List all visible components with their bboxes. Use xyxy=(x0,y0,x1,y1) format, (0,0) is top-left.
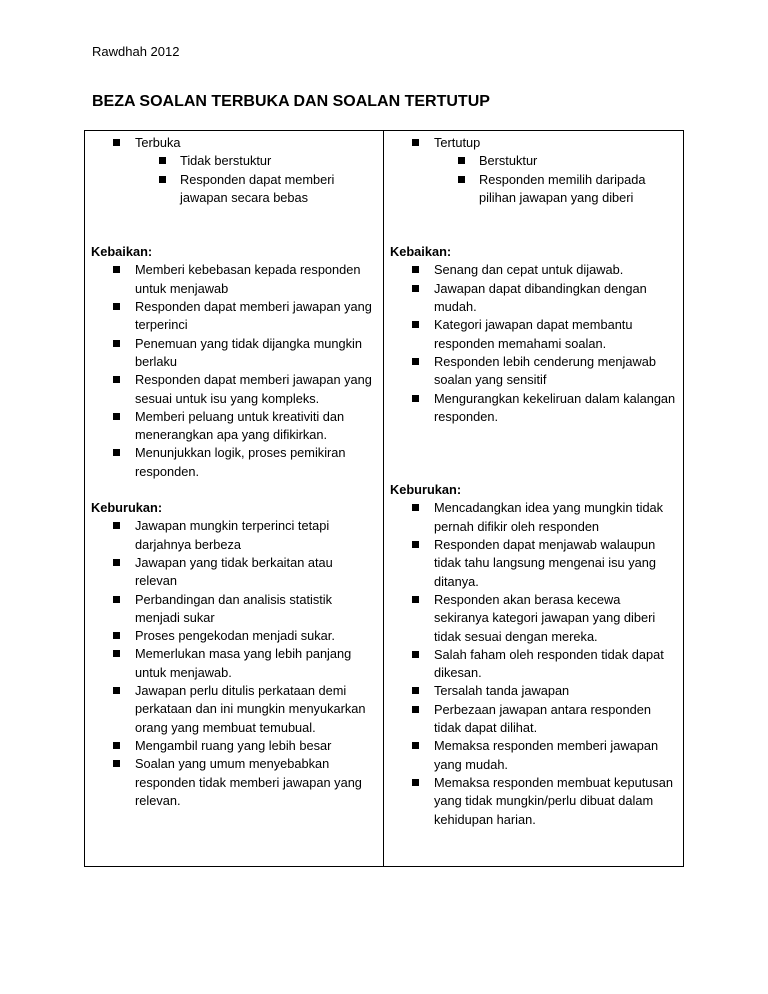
list-item: Responden lebih cenderung menjawab soalan yang sensitif xyxy=(390,353,677,390)
list-item: Mengurangkan kekeliruan dalam kalangan responden. xyxy=(390,390,677,427)
list-item: Memerlukan masa yang lebih panjang untuk menjawab. xyxy=(91,645,377,682)
list-item: Responden dapat menjawab walaupun tidak tahu langsung mengenai isu yang ditanya. xyxy=(390,536,677,591)
list-item: Proses pengekodan menjadi sukar. xyxy=(91,627,377,645)
list-item: Mengambil ruang yang lebih besar xyxy=(91,737,377,755)
list-item: Tersalah tanda jawapan xyxy=(390,682,677,700)
list-item xyxy=(390,134,677,207)
list-item: Jawapan dapat dibandingkan dengan mudah. xyxy=(390,280,677,317)
header-note: Rawdhah 2012 xyxy=(92,44,180,59)
open-questions-column xyxy=(85,131,384,866)
list-item: Tidak berstuktur xyxy=(91,152,377,170)
list-item: Jawapan perlu ditulis perkataan demi perkataan dan ini mungkin menyukarkan orang yang membuat temubual. xyxy=(91,682,377,737)
type-label: Tertutup xyxy=(434,135,481,150)
comparison-table xyxy=(84,130,684,867)
list-item: Memaksa responden membuat keputusan yang tidak mungkin/perlu dibuat dalam kehidupan harian. xyxy=(390,774,677,829)
list-item: Soalan yang umum menyebabkan responden tidak memberi jawapan yang relevan. xyxy=(91,755,377,810)
page-title: BEZA SOALAN TERBUKA DAN SOALAN TERTUTUP xyxy=(92,93,490,110)
list-item: Berstuktur xyxy=(390,152,677,170)
list-item: Responden memilih daripada pilihan jawapan yang diberi xyxy=(390,171,677,208)
list-item xyxy=(91,134,377,207)
list-item: Jawapan mungkin terperinci tetapi darjahnya berbeza xyxy=(91,517,377,554)
list-item: Responden akan berasa kecewa sekiranya kategori jawapan yang diberi tidak sesuai dengan mereka. xyxy=(390,591,677,646)
list-item: Kategori jawapan dapat membantu responden memahami soalan. xyxy=(390,316,677,353)
list-item: Penemuan yang tidak dijangka mungkin berlaku xyxy=(91,335,377,372)
list-item: Memberi kebebasan kepada responden untuk menjawab xyxy=(91,261,377,298)
type-label: Terbuka xyxy=(135,135,181,150)
list-item: Responden dapat memberi jawapan yang sesuai untuk isu yang kompleks. xyxy=(91,371,377,408)
disadvantages-heading: Keburukan: xyxy=(91,500,163,516)
list-item: Responden dapat memberi jawapan yang terperinci xyxy=(91,298,377,335)
advantages-heading: Kebaikan: xyxy=(390,244,452,260)
list-item: Responden dapat memberi jawapan secara bebas xyxy=(91,171,377,208)
list-item: Memberi peluang untuk kreativiti dan menerangkan apa yang difikirkan. xyxy=(91,408,377,445)
advantages-heading: Kebaikan: xyxy=(91,244,153,260)
disadvantages-heading: Keburukan: xyxy=(390,482,462,498)
list-item: Perbezaan jawapan antara responden tidak dapat dilihat. xyxy=(390,701,677,738)
list-item: Menunjukkan logik, proses pemikiran responden. xyxy=(91,444,377,481)
list-item: Mencadangkan idea yang mungkin tidak pernah difikir oleh responden xyxy=(390,499,677,536)
list-item: Perbandingan dan analisis statistik menjadi sukar xyxy=(91,591,377,628)
closed-questions-column xyxy=(384,131,683,866)
list-item: Senang dan cepat untuk dijawab. xyxy=(390,261,677,279)
list-item: Jawapan yang tidak berkaitan atau relevan xyxy=(91,554,377,591)
list-item: Salah faham oleh responden tidak dapat dikesan. xyxy=(390,646,677,683)
list-item: Memaksa responden memberi jawapan yang mudah. xyxy=(390,737,677,774)
